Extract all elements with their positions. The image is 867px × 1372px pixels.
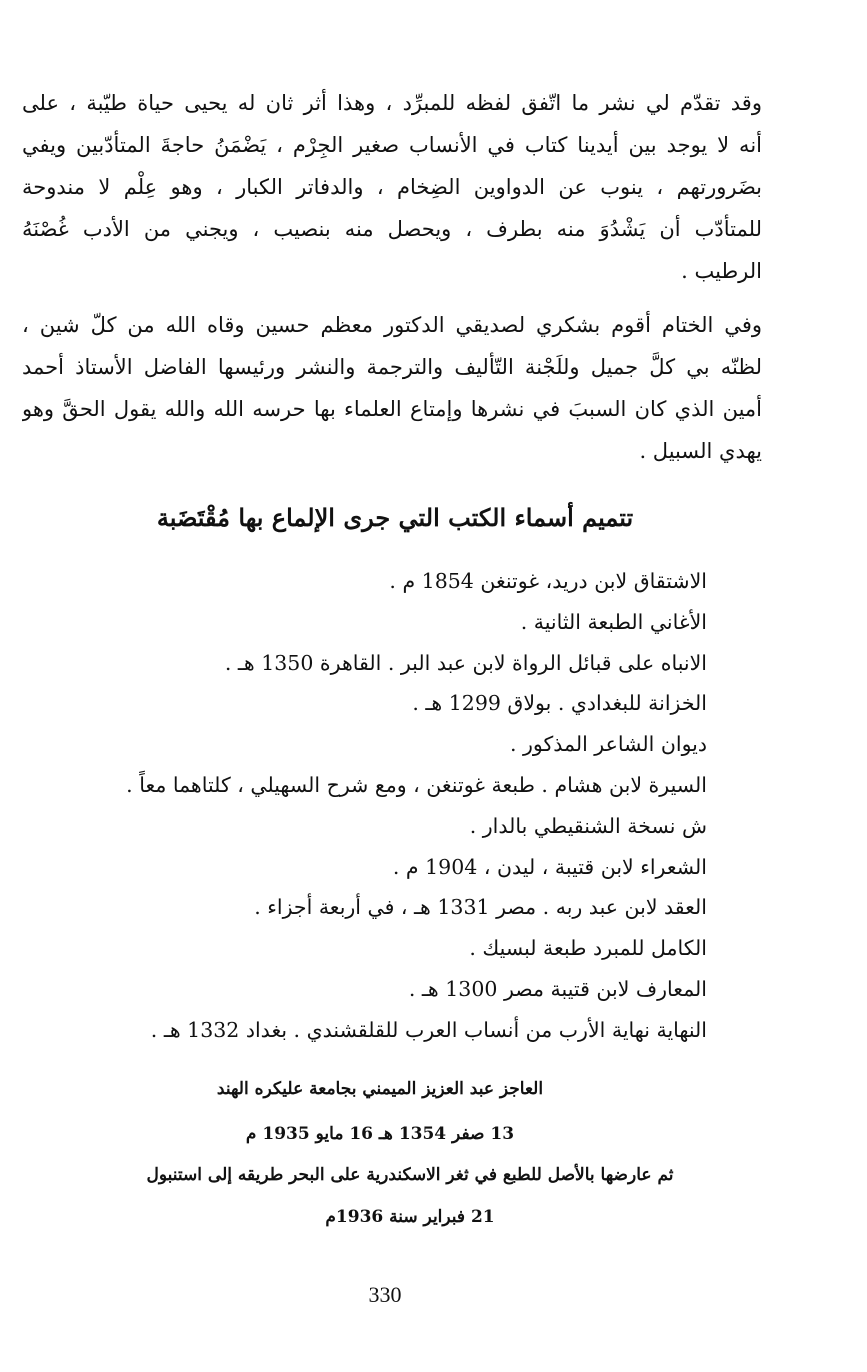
bibliography-entry: ديوان الشاعر المذكور . bbox=[509, 732, 707, 757]
paragraph-line: يهدي السبيل . bbox=[639, 439, 762, 463]
paragraph-line: للمتأدّب أن يَشْدُوَ منه بطرف ، ويحصل منه بنصيب ، ويجني من الأدب غُصْنَهُ bbox=[22, 217, 762, 241]
paragraph-line: أمين الذي كان السببَ في نشرها وإمتاع العلماء بها حرسه الله والله يقول الحقَّ وهو bbox=[22, 397, 762, 421]
page-number: 330 bbox=[368, 1282, 402, 1307]
bibliography-entry: ش نسخة الشنقيطي بالدار . bbox=[469, 813, 707, 838]
bibliography-entry: النهاية نهاية الأرب من أنساب العرب للقلقشندي . بغداد 1332 هـ . bbox=[150, 1017, 707, 1042]
paragraph-acknowledgement bbox=[22, 304, 762, 472]
signature-author: العاجز عبد العزيز الميمني بجامعة عليكره الهند bbox=[216, 1079, 544, 1099]
paragraph-line: بضَرورتهم ، ينوب عن الدواوين الضِخام ، والدفاتر الكبار ، وهو عِلْم لا مندوحة bbox=[22, 175, 762, 199]
paragraph-line: وفي الختام أقوم بشكري لصديقي الدكتور معظم حسين وقاه الله من كلّ شين ، bbox=[22, 313, 762, 337]
bibliography-entry: الاشتقاق لابن دريد، غوتنغن 1854 م . bbox=[389, 569, 707, 593]
section-heading: تتميم أسماء الكتب التي جرى الإلماع بها مُقْتَضَبة bbox=[156, 503, 634, 532]
bibliography-entry: الأغاني الطبعة الثانية . bbox=[520, 609, 707, 634]
bibliography-entry: العقد لابن عبد ربه . مصر 1331 هـ ، في أربعة أجزاء . bbox=[254, 895, 707, 920]
bibliography-entry: المعارف لابن قتيبة مصر 1300 هـ . bbox=[408, 976, 707, 1001]
signature-date: 13 صفر 1354 هـ 16 مايو 1935 م bbox=[245, 1124, 515, 1144]
bibliography-entry: الكامل للمبرد طبعة لبسيك . bbox=[469, 936, 707, 961]
bibliography-entry: السيرة لابن هشام . طبعة غوتنغن ، ومع شرح السهيلي ، كلتاهما معاً . bbox=[126, 772, 707, 797]
signature-note: ثم عارضها بالأصل للطبع في ثغر الاسكندرية على البحر طريقه إلى استنبول bbox=[146, 1165, 674, 1185]
bibliography-entry: الانباه على قبائل الرواة لابن عبد البر . القاهرة 1350 هـ . bbox=[224, 650, 707, 675]
bibliography-entry: الخزانة للبغدادي . بولاق 1299 هـ . bbox=[412, 691, 707, 716]
paragraph-line: لظنّه بي كلَّ جميل وللَجْنة التّأليف والترجمة والنشر ورئيسها الفاضل الأستاذ أحمد bbox=[22, 355, 762, 379]
bibliography-entry: الشعراء لابن قتيبة ، ليدن ، 1904 م . bbox=[392, 854, 707, 879]
bibliography-list bbox=[87, 561, 707, 1051]
paragraph-line: الرطيب . bbox=[681, 259, 762, 283]
signature-note-date: 21 فبراير سنة 1936م bbox=[325, 1207, 495, 1227]
paragraph-intro bbox=[22, 82, 762, 292]
paragraph-line: أنه لا يوجد بين أيدينا كتاب في الأنساب صغير الجِرْم ، يَضْمَنُ حاجةَ المتأدّبين ويفي bbox=[22, 133, 762, 157]
paragraph-line: وقد تقدّم لي نشر ما اتّفق لفظه للمبرِّد ، وهذا أثر ثان له يحيى حياة طيّبة ، على bbox=[22, 91, 762, 115]
